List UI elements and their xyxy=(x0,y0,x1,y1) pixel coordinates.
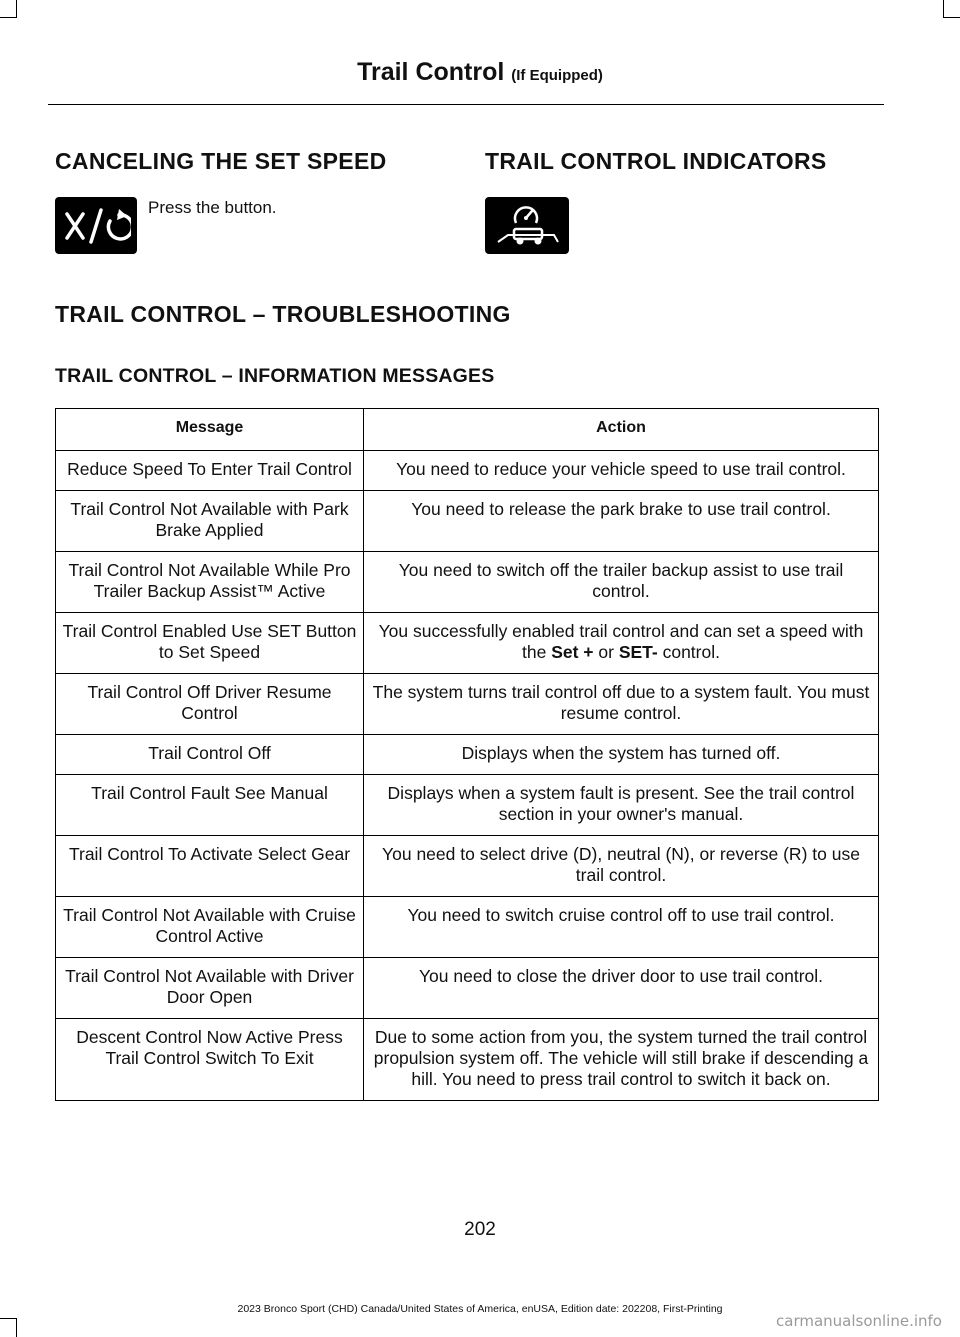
crop-mark xyxy=(943,0,944,18)
message-cell: Trail Control Not Available with Cruise Control Active xyxy=(56,897,364,958)
crop-mark xyxy=(16,1318,17,1337)
column-header-message: Message xyxy=(56,409,364,451)
page-number: 202 xyxy=(464,1219,496,1240)
table-row xyxy=(56,674,879,735)
crop-mark xyxy=(0,1318,17,1319)
action-cell: You need to close the driver door to use trail control. xyxy=(364,958,879,1019)
indicators-heading: TRAIL CONTROL INDICATORS xyxy=(485,148,827,174)
table-row xyxy=(56,775,879,836)
message-cell: Trail Control Not Available While Pro Trailer Backup Assist™ Active xyxy=(56,552,364,613)
message-cell: Trail Control To Activate Select Gear xyxy=(56,836,364,897)
action-cell xyxy=(364,613,879,674)
message-cell: Trail Control Off Driver Resume Control xyxy=(56,674,364,735)
action-cell: Displays when the system has turned off. xyxy=(364,735,879,775)
page-subtitle: (If Equipped) xyxy=(511,67,603,84)
action-cell: You need to release the park brake to use trail control. xyxy=(364,491,879,552)
trail-control-indicator-icon xyxy=(485,197,569,254)
action-cell: The system turns trail control off due to a system fault. You must resume control. xyxy=(364,674,879,735)
crop-mark xyxy=(0,17,17,18)
table-row xyxy=(56,735,879,775)
action-text: You successfully enabled trail control and can set a speed with the xyxy=(378,621,864,662)
table-row xyxy=(56,897,879,958)
message-cell: Trail Control Off xyxy=(56,735,364,775)
action-cell: You need to switch off the trailer backup assist to use trail control. xyxy=(364,552,879,613)
information-messages-table xyxy=(55,408,879,1101)
table-row xyxy=(56,451,879,491)
table-header-row xyxy=(56,409,879,451)
column-header-action: Action xyxy=(364,409,879,451)
info-messages-heading: TRAIL CONTROL – INFORMATION MESSAGES xyxy=(55,365,495,387)
table-row xyxy=(56,552,879,613)
page-title: Trail Control xyxy=(357,58,505,86)
crop-mark xyxy=(16,0,17,18)
footer-edition-text: 2023 Bronco Sport (CHD) Canada/United States of America, enUSA, Edition date: 202208, First-Printing xyxy=(237,1303,723,1315)
message-cell: Trail Control Fault See Manual xyxy=(56,775,364,836)
table-row xyxy=(56,836,879,897)
page-header xyxy=(0,58,960,87)
canceling-text: Press the button. xyxy=(148,198,277,217)
troubleshooting-heading: TRAIL CONTROL – TROUBLESHOOTING xyxy=(55,301,511,327)
watermark[interactable]: carmanualsonline.info xyxy=(776,1312,942,1330)
message-cell: Descent Control Now Active Press Trail Control Switch To Exit xyxy=(56,1019,364,1101)
message-cell: Reduce Speed To Enter Trail Control xyxy=(56,451,364,491)
message-cell: Trail Control Enabled Use SET Button to Set Speed xyxy=(56,613,364,674)
action-cell: You need to select drive (D), neutral (N), or reverse (R) to use trail control. xyxy=(364,836,879,897)
action-cell: Displays when a system fault is present. See the trail control section in your owner's manual. xyxy=(364,775,879,836)
set-plus-control-label: Set + xyxy=(551,642,594,662)
action-cell: Due to some action from you, the system turned the trail control propulsion system off. The vehicle will still brake if descending a hill. You need to press trail control to switch it back on. xyxy=(364,1019,879,1101)
table-row xyxy=(56,613,879,674)
message-cell: Trail Control Not Available with Driver Door Open xyxy=(56,958,364,1019)
action-text: control. xyxy=(657,642,720,662)
table-row xyxy=(56,491,879,552)
cancel-resume-icon xyxy=(55,197,137,254)
header-divider xyxy=(48,104,884,105)
table-row xyxy=(56,958,879,1019)
action-cell: You need to switch cruise control off to use trail control. xyxy=(364,897,879,958)
message-cell: Trail Control Not Available with Park Brake Applied xyxy=(56,491,364,552)
action-cell: You need to reduce your vehicle speed to use trail control. xyxy=(364,451,879,491)
crop-mark xyxy=(943,17,960,18)
table-row xyxy=(56,1019,879,1101)
canceling-heading: CANCELING THE SET SPEED xyxy=(55,148,387,174)
set-minus-control-label: SET- xyxy=(618,642,658,662)
action-text: or xyxy=(593,642,619,662)
